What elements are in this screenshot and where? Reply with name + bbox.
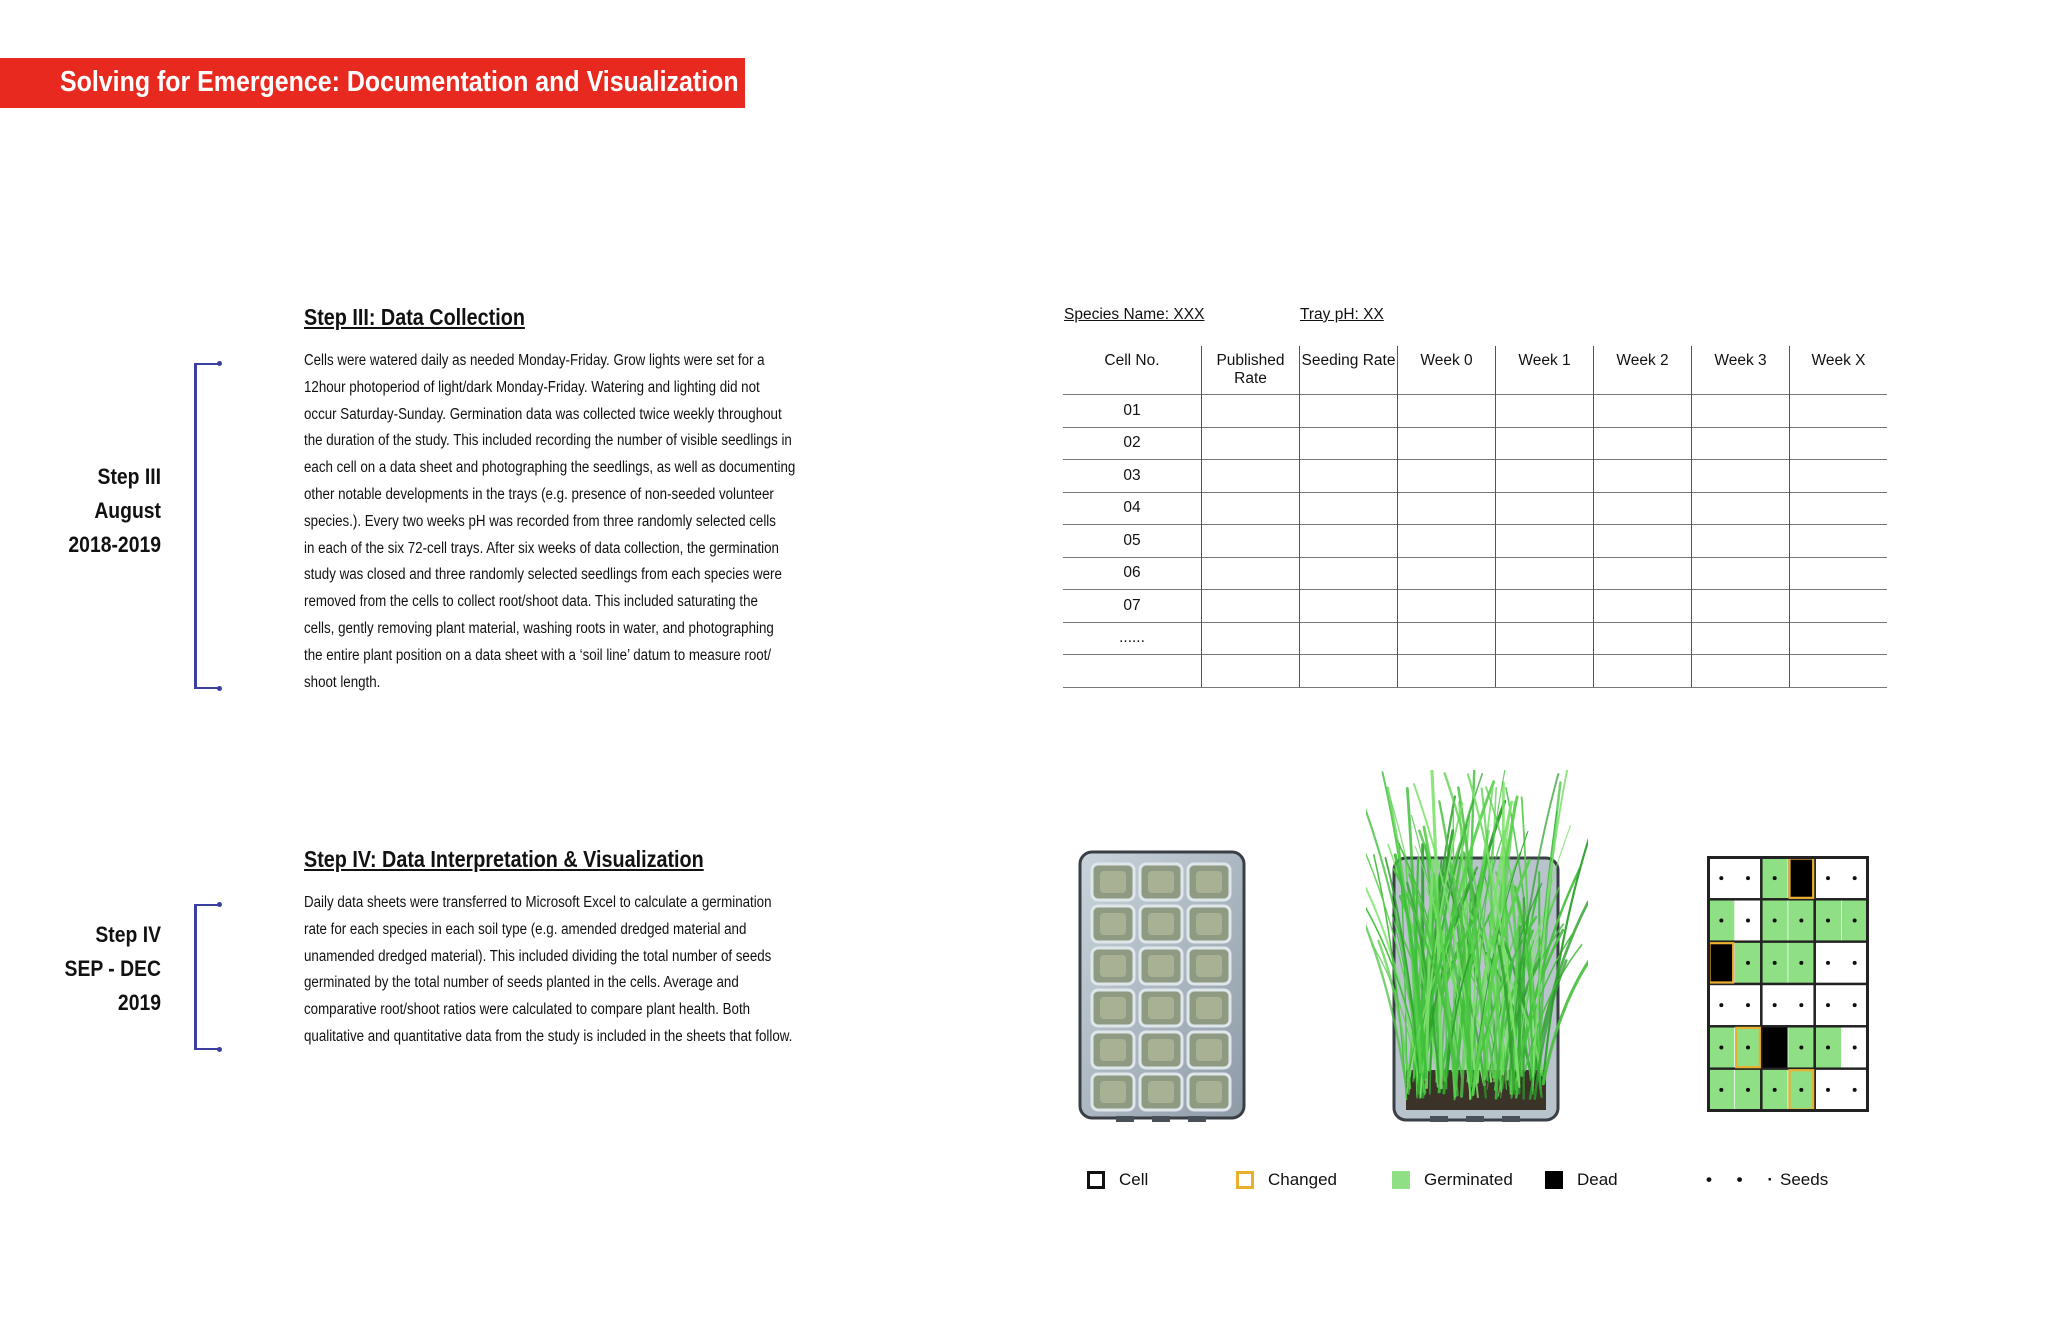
cell-number: 04 bbox=[1063, 492, 1202, 525]
step3-label-line: 2018-2019 bbox=[68, 532, 161, 557]
text-line: in each of the six 72-cell trays. After six weeks of data collection, the germination bbox=[304, 539, 779, 557]
table-cell bbox=[1398, 492, 1496, 525]
seed-dot bbox=[1719, 1003, 1723, 1007]
table-cell bbox=[1202, 492, 1300, 525]
step4-label-line: SEP - DEC bbox=[64, 956, 161, 981]
table-cell bbox=[1790, 557, 1888, 590]
table-cell bbox=[1790, 395, 1888, 428]
table-cell bbox=[1496, 590, 1594, 623]
seed-dot bbox=[1719, 1088, 1723, 1092]
grid-cell bbox=[1708, 942, 1735, 984]
tray-ph-field: Tray pH: XX bbox=[1300, 306, 1384, 323]
seed-dot bbox=[1746, 919, 1750, 923]
table-cell bbox=[1496, 460, 1594, 493]
table-cell bbox=[1496, 655, 1594, 688]
cell-number bbox=[1063, 655, 1202, 688]
seeds-dots-icon: • • · bbox=[1706, 1170, 1784, 1189]
seed-dot bbox=[1853, 876, 1857, 880]
table-cell bbox=[1398, 525, 1496, 558]
table-cell bbox=[1398, 622, 1496, 655]
table-cell bbox=[1398, 395, 1496, 428]
table-cell bbox=[1300, 427, 1398, 460]
text-line: Cells were watered daily as needed Monday-Friday. Grow lights were set for a bbox=[304, 352, 765, 369]
seed-dot bbox=[1853, 1046, 1857, 1050]
step3-heading: Step III: Data Collection bbox=[304, 304, 525, 330]
text-line: the entire plant position on a data sheet with a ‘soil line’ datum to measure root/ bbox=[304, 646, 772, 664]
table-cell bbox=[1692, 460, 1790, 493]
seed-dot bbox=[1746, 1003, 1750, 1007]
table-cell bbox=[1594, 590, 1692, 623]
germinated-swatch-icon bbox=[1392, 1171, 1410, 1189]
table-cell bbox=[1496, 622, 1594, 655]
table-row bbox=[1063, 622, 1887, 655]
step4-paragraph bbox=[304, 890, 837, 1051]
table-cell bbox=[1202, 622, 1300, 655]
table-cell bbox=[1594, 427, 1692, 460]
seed-dot bbox=[1746, 1046, 1750, 1050]
column-header: Week 3 bbox=[1692, 346, 1790, 395]
step4-label bbox=[0, 918, 161, 1020]
text-line: removed from the cells to collect root/shoot data. This included saturating the bbox=[304, 593, 758, 611]
seed-dot bbox=[1773, 961, 1777, 965]
data-sheet-table bbox=[1063, 346, 1887, 688]
seed-dot bbox=[1746, 876, 1750, 880]
legend-cell bbox=[1087, 1168, 1148, 1192]
seed-dot bbox=[1853, 1088, 1857, 1092]
table-cell bbox=[1790, 525, 1888, 558]
empty-seed-tray-image bbox=[1078, 850, 1246, 1124]
step3-label-line: Step III bbox=[97, 464, 161, 489]
seed-dot bbox=[1799, 1046, 1803, 1050]
table-cell bbox=[1300, 557, 1398, 590]
table-cell bbox=[1594, 622, 1692, 655]
seed-dot bbox=[1853, 961, 1857, 965]
table-cell bbox=[1300, 492, 1398, 525]
species-name-field: Species Name: XXX bbox=[1064, 306, 1205, 323]
text-line: shoot length. bbox=[304, 673, 381, 691]
table-cell bbox=[1594, 492, 1692, 525]
table-cell bbox=[1202, 525, 1300, 558]
table-cell bbox=[1398, 655, 1496, 688]
grid-cell bbox=[1761, 1026, 1788, 1068]
table-cell bbox=[1790, 427, 1888, 460]
cell-number: 01 bbox=[1063, 395, 1202, 428]
dead-swatch-icon bbox=[1545, 1171, 1563, 1189]
table-cell bbox=[1692, 427, 1790, 460]
cell-swatch-icon bbox=[1087, 1171, 1105, 1189]
text-line: species.). Every two weeks pH was recorded from three randomly selected cells bbox=[304, 512, 776, 530]
table-cell bbox=[1202, 427, 1300, 460]
table-cell bbox=[1594, 557, 1692, 590]
column-header: Week 0 bbox=[1398, 346, 1496, 395]
column-header: Week X bbox=[1790, 346, 1888, 395]
column-header: Cell No. bbox=[1104, 352, 1160, 369]
text-line: comparative root/shoot ratios were calculated to compare plant health. Both bbox=[304, 1001, 751, 1019]
seed-dot bbox=[1719, 919, 1723, 923]
table-cell bbox=[1594, 525, 1692, 558]
seed-dot bbox=[1826, 1003, 1830, 1007]
step3-bracket bbox=[194, 363, 219, 689]
table-cell bbox=[1594, 655, 1692, 688]
seed-dot bbox=[1799, 919, 1803, 923]
cell-number: 07 bbox=[1063, 590, 1202, 623]
table-cell bbox=[1202, 395, 1300, 428]
text-line: rate for each species in each soil type (e.g. amended dredged material and bbox=[304, 920, 747, 938]
text-line: Daily data sheets were transferred to Microsoft Excel to calculate a germination bbox=[304, 894, 772, 911]
table-cell bbox=[1790, 460, 1888, 493]
table-cell bbox=[1300, 395, 1398, 428]
table-row bbox=[1063, 492, 1887, 525]
seed-dot bbox=[1826, 1088, 1830, 1092]
table-cell bbox=[1692, 395, 1790, 428]
table-cell bbox=[1790, 492, 1888, 525]
seed-dot bbox=[1799, 1003, 1803, 1007]
table-row bbox=[1063, 655, 1887, 688]
table-cell bbox=[1202, 655, 1300, 688]
text-line: study was closed and three randomly selected seedlings from each species were bbox=[304, 566, 782, 584]
table-cell bbox=[1496, 525, 1594, 558]
page-title: Solving for Emergence: Documentation and Visualization bbox=[60, 66, 739, 98]
table-cell bbox=[1496, 492, 1594, 525]
table-cell bbox=[1202, 460, 1300, 493]
table-row bbox=[1063, 525, 1887, 558]
title-banner bbox=[0, 58, 745, 108]
legend-dead bbox=[1545, 1168, 1618, 1192]
table-cell bbox=[1202, 557, 1300, 590]
step4-bracket bbox=[194, 904, 219, 1050]
table-cell bbox=[1692, 590, 1790, 623]
column-header: Seeding Rate bbox=[1300, 346, 1398, 395]
text-line: qualitative and quantitative data from the study is included in the sheets that follow. bbox=[304, 1027, 793, 1045]
table-cell bbox=[1496, 427, 1594, 460]
cell-number: 05 bbox=[1063, 525, 1202, 558]
table-cell bbox=[1398, 557, 1496, 590]
table-cell bbox=[1692, 492, 1790, 525]
cell-number: 03 bbox=[1063, 460, 1202, 493]
table-cell bbox=[1692, 655, 1790, 688]
seed-dot bbox=[1773, 1003, 1777, 1007]
text-line: other notable developments in the trays (e.g. presence of non-seeded volunteer bbox=[304, 485, 774, 503]
seed-dot bbox=[1826, 1046, 1830, 1050]
legend-label: Dead bbox=[1577, 1170, 1618, 1189]
seed-dot bbox=[1719, 876, 1723, 880]
seed-dot bbox=[1799, 961, 1803, 965]
text-line: germinated by the total number of seeds planted in the cells. Average and bbox=[304, 974, 739, 992]
table-cell bbox=[1300, 655, 1398, 688]
text-line: unamended dredged material). This included dividing the total number of seeds bbox=[304, 947, 772, 965]
legend-seeds bbox=[1706, 1168, 1828, 1192]
column-header: Published Rate bbox=[1202, 346, 1300, 395]
cell-number: 02 bbox=[1063, 427, 1202, 460]
text-line: the duration of the study. This included recording the number of visible seedlings in bbox=[304, 432, 792, 450]
table-cell bbox=[1692, 525, 1790, 558]
table-cell bbox=[1300, 525, 1398, 558]
step4-label-line: Step IV bbox=[95, 922, 161, 947]
seed-dot bbox=[1746, 1088, 1750, 1092]
table-cell bbox=[1300, 590, 1398, 623]
seed-dot bbox=[1826, 961, 1830, 965]
germination-grid-diagram bbox=[1707, 856, 1869, 1112]
grid-cell bbox=[1788, 857, 1815, 899]
seed-dot bbox=[1773, 1088, 1777, 1092]
table-row bbox=[1063, 557, 1887, 590]
table-cell bbox=[1594, 460, 1692, 493]
legend-label: Germinated bbox=[1424, 1170, 1513, 1189]
table-cell bbox=[1790, 655, 1888, 688]
step3-paragraph bbox=[304, 348, 837, 696]
seed-dot bbox=[1826, 876, 1830, 880]
changed-swatch-icon bbox=[1236, 1171, 1254, 1189]
legend-label: Changed bbox=[1268, 1170, 1338, 1189]
seed-dot bbox=[1853, 1003, 1857, 1007]
table-cell bbox=[1790, 590, 1888, 623]
step3-label-line: August bbox=[94, 498, 161, 523]
legend-label: Seeds bbox=[1780, 1170, 1829, 1189]
germinated-tray-image bbox=[1366, 770, 1588, 1124]
table-row bbox=[1063, 460, 1887, 493]
seed-dot bbox=[1853, 919, 1857, 923]
table-header-row bbox=[1063, 346, 1887, 395]
table-row bbox=[1063, 590, 1887, 623]
cell-number: ...... bbox=[1063, 622, 1202, 655]
legend-changed bbox=[1236, 1168, 1337, 1192]
seed-dot bbox=[1773, 876, 1777, 880]
text-line: occur Saturday-Sunday. Germination data was collected twice weekly throughout bbox=[304, 405, 782, 423]
table-cell bbox=[1398, 427, 1496, 460]
legend-germinated bbox=[1392, 1168, 1513, 1192]
step4-label-line: 2019 bbox=[117, 990, 161, 1015]
text-line: cells, gently removing plant material, washing roots in water, and photographing bbox=[304, 619, 774, 637]
table-row bbox=[1063, 427, 1887, 460]
seed-dot bbox=[1826, 919, 1830, 923]
table-cell bbox=[1692, 557, 1790, 590]
table-cell bbox=[1692, 622, 1790, 655]
seed-dot bbox=[1799, 1088, 1803, 1092]
text-line: each cell on a data sheet and photographing the seedlings, as well as documenting bbox=[304, 459, 796, 477]
table-cell bbox=[1496, 395, 1594, 428]
table-cell bbox=[1398, 460, 1496, 493]
column-header: Week 1 bbox=[1496, 346, 1594, 395]
table-cell bbox=[1300, 460, 1398, 493]
legend-label: Cell bbox=[1119, 1170, 1149, 1189]
table-cell bbox=[1790, 622, 1888, 655]
table-cell bbox=[1594, 395, 1692, 428]
text-line: 12hour photoperiod of light/dark Monday-Friday. Watering and lighting did not bbox=[304, 378, 760, 396]
seed-dot bbox=[1746, 961, 1750, 965]
table-cell bbox=[1202, 590, 1300, 623]
step3-label bbox=[0, 460, 161, 562]
cell-number: 06 bbox=[1063, 557, 1202, 590]
table-row bbox=[1063, 395, 1887, 428]
column-header: Week 2 bbox=[1594, 346, 1692, 395]
step4-heading: Step IV: Data Interpretation & Visualization bbox=[304, 846, 704, 872]
seed-dot bbox=[1773, 919, 1777, 923]
table-cell bbox=[1398, 590, 1496, 623]
seed-dot bbox=[1719, 1046, 1723, 1050]
table-cell bbox=[1300, 622, 1398, 655]
table-cell bbox=[1496, 557, 1594, 590]
